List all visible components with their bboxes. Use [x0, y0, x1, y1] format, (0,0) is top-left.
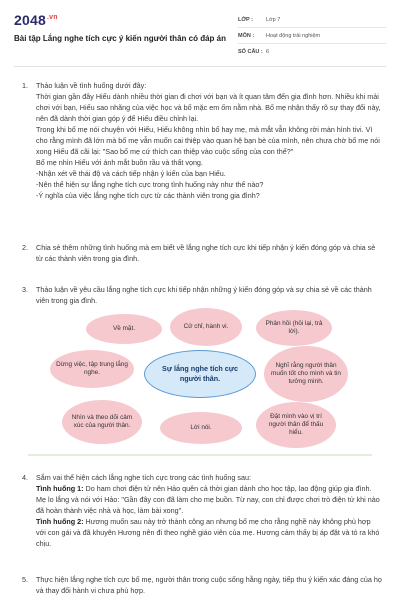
page-title: Bài tập Lắng nghe tích cực ý kiến người thân có đáp án	[14, 34, 226, 43]
meta-row-grade	[238, 12, 386, 28]
question-line: Trong khi bố mẹ nói chuyện với Hiếu, Hiếu không nhìn bố hay mẹ, mà mắt vẫn không rời màn hình tivi. Vì cho rằng mình đã lớn mà bố mẹ vẫn muốn cai thiệp vào quan hệ bạn bè của mình, nên chưa chờ bố mẹ nói xong Hiếu đã cãi lại: "Sao bố mẹ cứ thích can thiệp vào cuộc sống của con thế?"	[36, 125, 380, 156]
diagram-bubble: Về mặt.	[86, 314, 162, 344]
scenario-2	[36, 516, 382, 549]
scenario-label: Tình huống 2:	[36, 517, 84, 526]
meta-label: MÔN :	[238, 32, 255, 39]
brand-name: 2048	[14, 12, 46, 28]
question-line: -Nên thể hiện sự lắng nghe tích cực trong tình huống này như thế nào?	[36, 180, 264, 189]
question-text: Sắm vai thể hiện cách lắng nghe tích cực trong các tình huống sau:	[36, 473, 251, 482]
question-1	[22, 80, 382, 201]
listening-diagram	[50, 308, 350, 450]
question-line: Thảo luận về tình huống dưới đây:	[36, 81, 147, 90]
scenario-text: Do ham chơi điện tử nên Hảo quên cả thời gian dành cho học tập, lao động giúp gia đình. Mẹ lo lắng và nói với Hảo: "Gần đây con đã làm cho mẹ buồn. Từ nay, con chỉ được chơi trò điện tử khi nào đã hoàn thành việc nhà và học, làm bài xong".	[36, 484, 380, 515]
question-number: 5.	[22, 575, 28, 584]
question-body	[36, 574, 382, 596]
question-number: 4.	[22, 473, 28, 482]
diagram-bubble: Nhìn và theo dõi cảm xúc của người thân.	[62, 400, 142, 444]
diagram-bubble: Lời nói.	[160, 412, 242, 444]
diagram-bubble: Nghĩ rằng người thân muốn tốt cho mình và tin tưởng mình.	[264, 346, 348, 402]
question-4	[22, 472, 382, 549]
meta-label: SỐ CÂU :	[238, 48, 263, 55]
diagram-center: Sự lắng nghe tích cực người thân.	[144, 350, 256, 398]
question-line: -Nhận xét về thái độ và cách tiếp nhận ý kiến của bạn Hiếu.	[36, 169, 226, 178]
meta-row-count	[238, 44, 386, 59]
question-body	[36, 284, 382, 306]
question-number: 2.	[22, 243, 28, 252]
header-divider	[14, 66, 386, 67]
question-text: Thực hiện lắng nghe tích cực bố mẹ, người thân trong cuộc sống hằng ngày, tiếp thu ý kiến xác đáng của họ và thay đổi hành vi chưa phù hợp.	[36, 575, 382, 595]
question-5	[22, 574, 382, 596]
meta-value: Hoạt động trải nghiệm	[266, 32, 321, 39]
question-body	[36, 472, 382, 549]
question-text: Chia sẻ thêm những tình huống mà em biết về lắng nghe tích cực khi tiếp nhận ý kiến đóng góp và chia sẻ từ các thành viên trong gia đình.	[36, 243, 376, 263]
diagram-bubble: Đặt mình vào vị trí người thân để thấu hiểu.	[256, 402, 336, 448]
meta-value: Lớp 7	[266, 16, 281, 23]
page-header	[14, 12, 386, 62]
meta-table	[238, 12, 386, 59]
diagram-bubble: Phản hồi (hỏi lại, trả lời).	[256, 310, 332, 346]
question-body	[36, 242, 382, 264]
meta-label: LỚP :	[238, 16, 253, 23]
diagram-bubble: Cử chỉ, hành vi.	[170, 308, 242, 346]
question-line: Thời gian gần đây Hiếu dành nhiều thời gian đi chơi với bạn và ít quan tâm đến gia đình hơn. Nhiều khi mải chơi với bạn, Hiếu sao nhãng của việc học và bố mặc em ốm nằm nhà. Bố mẹ nhận thấy rõ sự thay đổi này, nên đã dành thời gian góp ý để Hiếu điều chỉnh lại.	[36, 92, 381, 123]
question-line: -Ý nghĩa của việc lắng nghe tích cực từ các thành viên trong gia đình?	[36, 191, 260, 200]
scenario-label: Tình huống 1:	[36, 484, 84, 493]
diagram-bubble: Dừng việc, tập trung lắng nghe.	[50, 350, 134, 388]
question-2	[22, 242, 382, 264]
scenario-text: Hương muốn sau này trở thành công an nhưng bố mẹ cho rằng nghề này không phù hợp với con gái và đã khuyên Hương nên đi theo nghề giáo viên của mẹ. Hương cảm thấy bị áp đặt và tỏ ra khó chịu.	[36, 517, 380, 548]
site-logo[interactable]	[14, 12, 58, 28]
question-number: 3.	[22, 285, 28, 294]
question-text: Thảo luận về yêu cầu lắng nghe tích cực khi tiếp nhận những ý kiến đóng góp và sự chia sẻ về các thành viên trong gia đình.	[36, 285, 372, 305]
meta-value: 6	[266, 48, 270, 55]
scenario-1	[36, 483, 382, 516]
section-divider	[28, 454, 372, 456]
meta-row-subject	[238, 28, 386, 44]
question-3	[22, 284, 382, 306]
question-number: 1.	[22, 81, 28, 90]
question-line: Bố mẹ nhìn Hiếu với ánh mắt buồn rầu và thất vọng.	[36, 158, 203, 167]
question-body	[36, 80, 382, 201]
brand-tld: .vn	[46, 14, 58, 22]
